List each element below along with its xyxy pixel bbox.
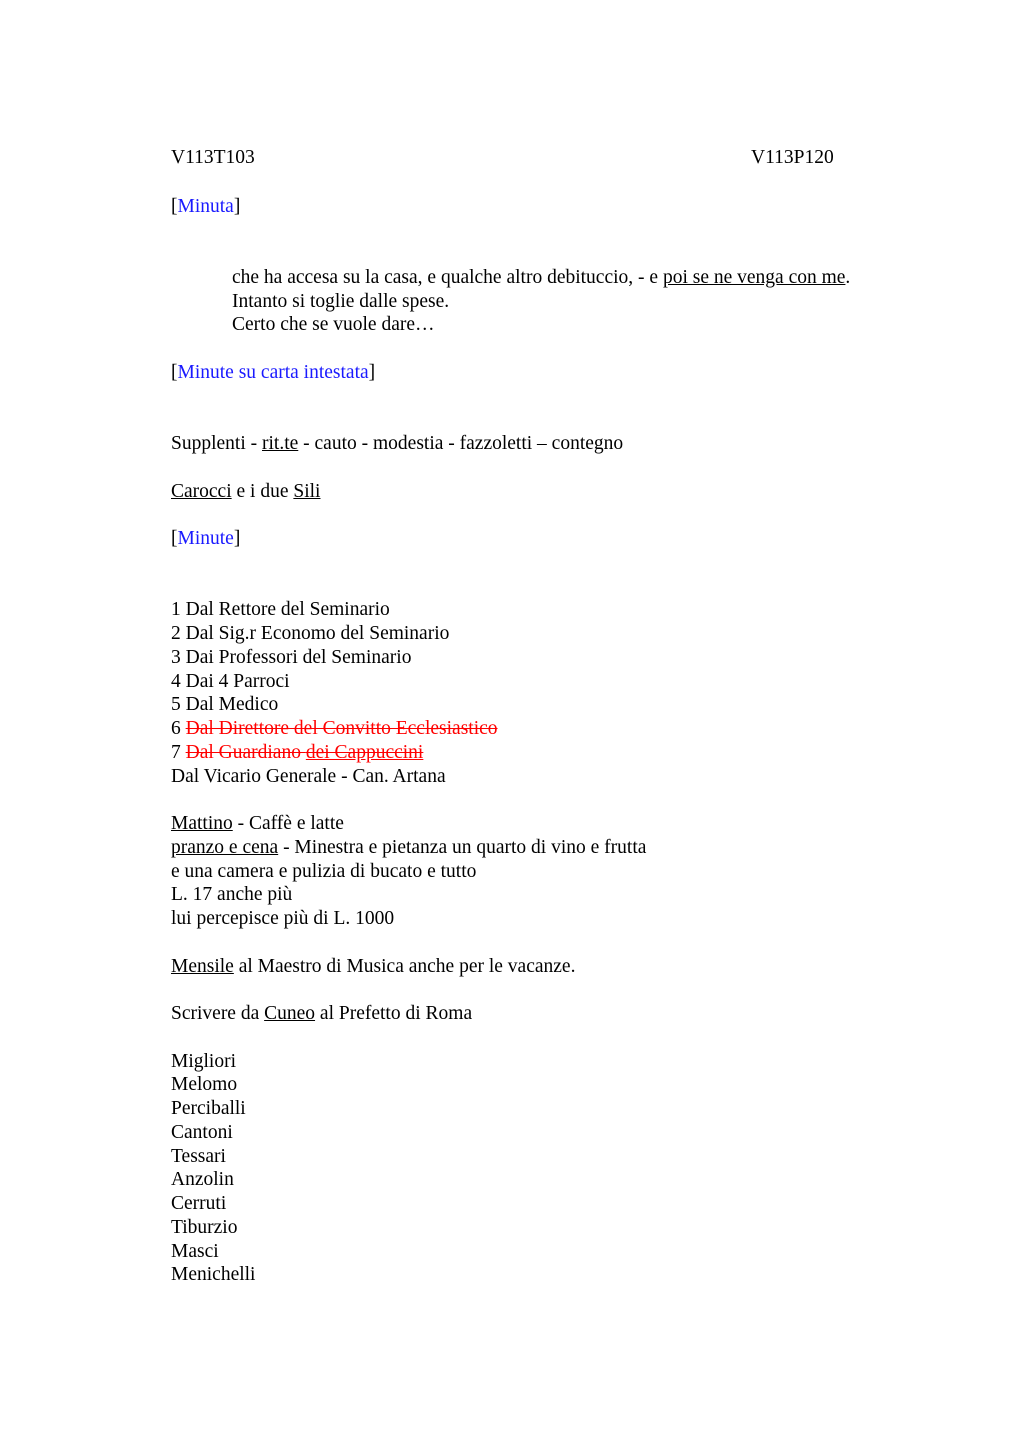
list-item-number: 5	[171, 694, 186, 715]
carocci-underlined: Carocci	[171, 481, 232, 502]
scrivere-prefix: Scrivere da	[171, 1003, 265, 1024]
list-item-text: Dal Medico	[185, 694, 279, 715]
list-item	[171, 598, 390, 622]
minuta-line-1-underlined: poi se ne venga con me	[662, 267, 846, 288]
meals-line-5: lui percepisce più di L. 1000	[171, 908, 395, 929]
struck-underlined-text: dei Cappuccini	[305, 742, 424, 763]
list-item	[171, 693, 278, 717]
list-item-text: Dai Professori del Seminario	[185, 647, 412, 668]
minuta-line-3: Certo che se vuole dare…	[232, 314, 435, 335]
struck-text: Dal Guardiano	[185, 742, 306, 763]
list-item-text: Dal Sig.r Economo del Seminario	[185, 623, 450, 644]
section-heading-minuta	[171, 195, 240, 219]
list-item-struck-7	[171, 741, 423, 765]
scrivere-underlined: Cuneo	[264, 1003, 316, 1024]
name-item: Tessari	[171, 1146, 226, 1167]
mattino-line	[171, 812, 344, 836]
meals-line-4: L. 17 anche più	[171, 884, 293, 905]
vicario-line: Dal Vicario Generale - Can. Artana	[171, 766, 446, 787]
carocci-middle: e i due	[231, 481, 294, 502]
mensile-line	[171, 955, 575, 979]
pranzo-underlined: pranzo e cena	[171, 837, 279, 858]
name-item: Anzolin	[171, 1169, 234, 1190]
pranzo-suffix: - Minestra e pietanza un quarto di vino e frutta	[278, 837, 647, 858]
header-right-code: V113P120	[751, 147, 834, 168]
meals-line-3: e una camera e pulizia di bucato e tutto	[171, 861, 477, 882]
bracket-close: ]	[368, 362, 376, 383]
bracket-close: ]	[233, 196, 241, 217]
list-item-number: 7	[171, 742, 186, 763]
list-item-number: 3	[171, 647, 186, 668]
header-left-code: V113T103	[171, 147, 255, 168]
name-item: Cantoni	[171, 1122, 233, 1143]
list-item	[171, 622, 449, 646]
bracket-open: [	[171, 528, 178, 549]
name-item: Melomo	[171, 1074, 238, 1095]
supplenti-suffix: - cauto - modestia - fazzoletti – contegno	[298, 433, 624, 454]
list-item-number: 2	[171, 623, 186, 644]
name-item: Tiburzio	[171, 1217, 238, 1238]
list-item-text: Dal Rettore del Seminario	[185, 599, 390, 620]
mensile-suffix: al Maestro di Musica anche per le vacanze.	[233, 956, 576, 977]
minuta-line-1-suffix: .	[845, 267, 851, 288]
name-item: Migliori	[171, 1051, 237, 1072]
section-heading-minute	[171, 527, 240, 551]
list-item-struck-6	[171, 717, 498, 741]
scrivere-line	[171, 1002, 472, 1026]
name-item: Cerruti	[171, 1193, 227, 1214]
list-item	[171, 646, 411, 670]
name-item: Menichelli	[171, 1264, 256, 1285]
minuta-line-1	[232, 266, 850, 290]
section-label-minuta: Minuta	[177, 196, 234, 217]
name-item: Perciballi	[171, 1098, 246, 1119]
minuta-line-2: Intanto si toglie dalle spese.	[232, 291, 450, 312]
list-item-number: 6	[171, 718, 186, 739]
sili-underlined: Sili	[293, 481, 321, 502]
section-label-carta-intestata: Minute su carta intestata	[177, 362, 369, 383]
supplenti-prefix: Supplenti -	[171, 433, 262, 454]
mensile-underlined: Mensile	[171, 956, 234, 977]
list-item-number: 1	[171, 599, 186, 620]
struck-text: Dal Direttore del Convitto Ecclesiastico	[185, 718, 498, 739]
carocci-line	[171, 480, 320, 504]
supplenti-line	[171, 432, 623, 456]
bracket-open: [	[171, 196, 178, 217]
minuta-line-1-prefix: che ha accesa su la casa, e qualche altro debituccio, - e	[232, 267, 663, 288]
list-item-text: Dai 4 Parroci	[185, 671, 290, 692]
scrivere-suffix: al Prefetto di Roma	[315, 1003, 473, 1024]
list-item	[171, 670, 290, 694]
bracket-close: ]	[233, 528, 241, 549]
section-label-minute: Minute	[177, 528, 234, 549]
list-item-number: 4	[171, 671, 186, 692]
bracket-open: [	[171, 362, 178, 383]
mattino-underlined: Mattino	[171, 813, 233, 834]
pranzo-line	[171, 836, 646, 860]
name-item: Masci	[171, 1241, 219, 1262]
section-heading-carta-intestata	[171, 361, 375, 385]
mattino-suffix: - Caffè e latte	[232, 813, 344, 834]
supplenti-underlined: rit.te	[262, 433, 299, 454]
